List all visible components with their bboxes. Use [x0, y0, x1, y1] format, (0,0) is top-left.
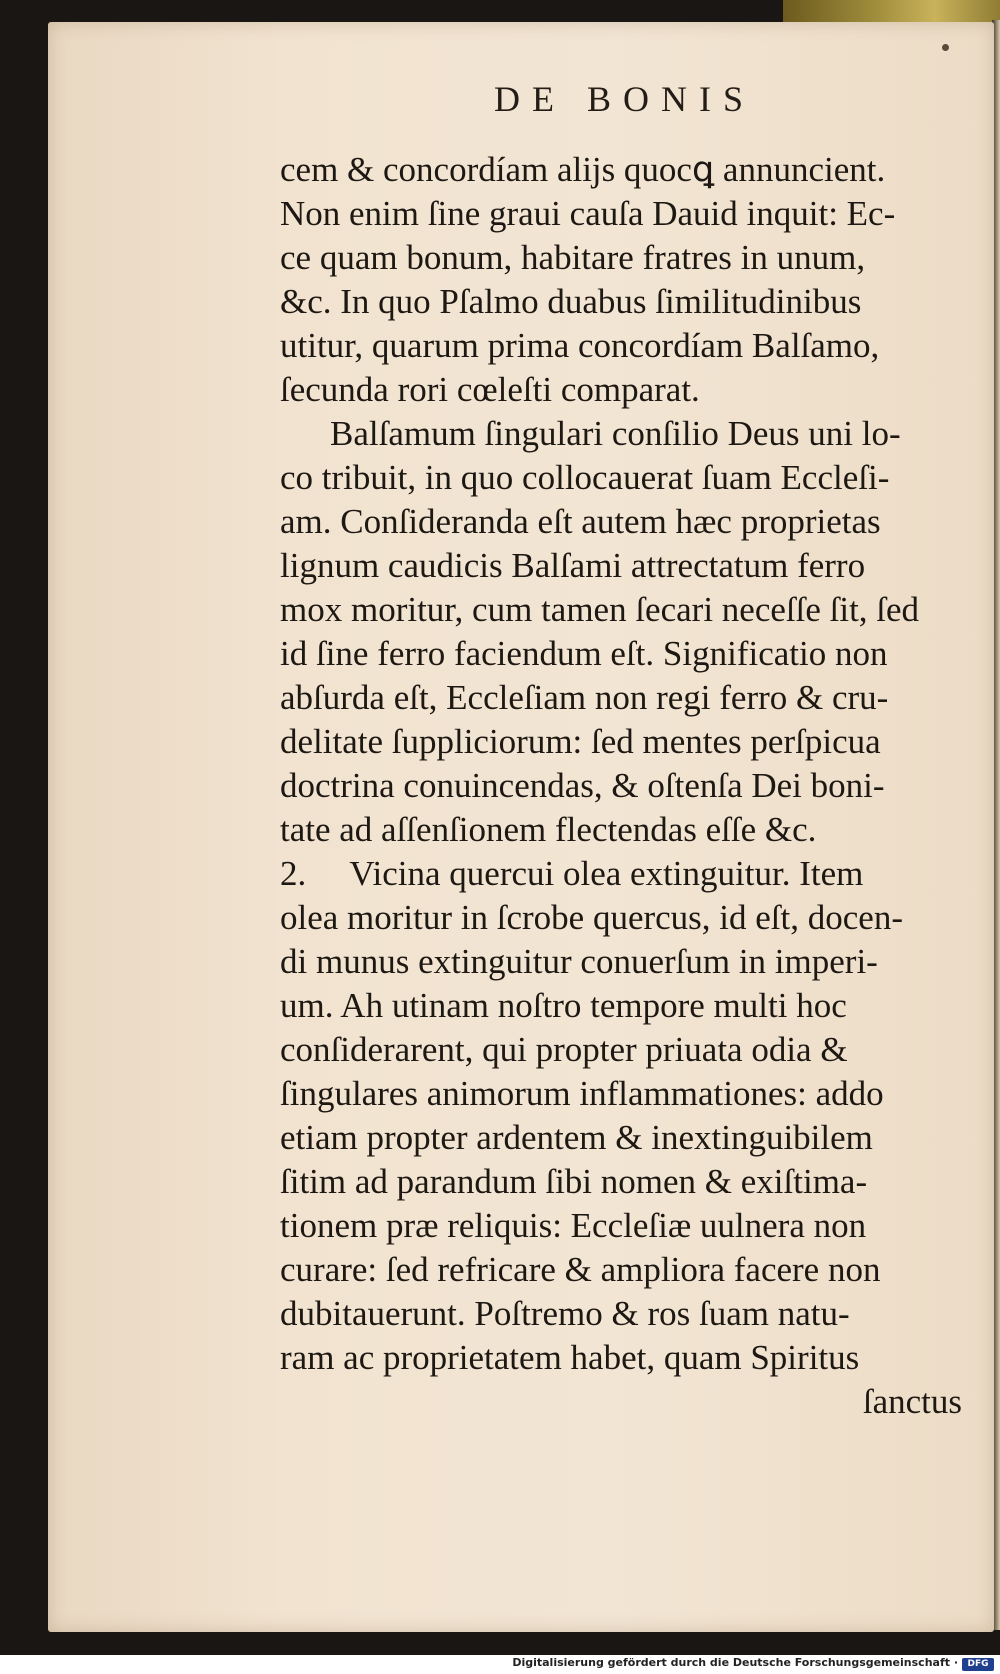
text-line: dubitauerunt. Poſtremo & ros ſuam natu- — [280, 1294, 850, 1333]
text-line: lignum caudicis Balſami attrectatum ferro — [280, 546, 866, 585]
text-line: Non enim ſine graui cauſa Dauid inquit: Ec- — [280, 194, 896, 233]
footer-bar — [0, 1655, 1000, 1674]
running-head: DE BONIS — [494, 79, 756, 119]
page-text — [280, 148, 970, 1424]
text-line: co tribuit, in quo collocauerat ſuam Eccleſi- — [280, 458, 890, 497]
text-line: Balſamum ſingulari conſilio Deus uni lo- — [330, 414, 901, 453]
text-line: 2. Vicina quercui olea extinguitur. Item — [280, 854, 864, 893]
text-line: etiam propter ardentem & inextinguibilem — [280, 1118, 873, 1157]
dfg-logo-text: DFG — [967, 1659, 989, 1669]
text-line: ſingulares animorum inflammationes: addo — [280, 1074, 884, 1113]
text-line: ſitim ad parandum ſibi nomen & exiſtima- — [280, 1162, 868, 1201]
text-line: utitur, quarum prima concordíam Balſamo, — [280, 326, 880, 365]
text-line: ram ac proprietatem habet, quam Spiritus — [280, 1338, 860, 1377]
text-line: delitate ſuppliciorum: ſed mentes perſpicua — [280, 722, 881, 761]
text-line: mox moritur, cum tamen ſecari neceſſe ſit, ſed — [280, 590, 920, 629]
dfg-logo-icon — [962, 1658, 994, 1671]
text-line: di munus extinguitur conuerſum in imperi- — [280, 942, 878, 981]
text-line: olea moritur in ſcrobe quercus, id eſt, docen- — [280, 898, 903, 937]
text-line: abſurda eſt, Eccleſiam non regi ferro & cru- — [280, 678, 889, 717]
text-line: ſecunda rori cœleſti comparat. — [280, 370, 700, 409]
text-line: ce quam bonum, habitare fratres in unum, — [280, 238, 866, 277]
text-line: curare: ſed refricare & ampliora facere non — [280, 1250, 881, 1289]
ink-mark — [942, 44, 949, 51]
text-line: am. Conſideranda eſt autem hæc proprietas — [280, 502, 881, 541]
catchword: ſanctus — [862, 1382, 962, 1421]
text-line: tate ad aſſenſionem flectendas eſſe &c. — [280, 810, 817, 849]
text-line: id ſine ferro faciendum eſt. Significatio non — [280, 634, 888, 673]
text-line: conſiderarent, qui propter priuata odia & — [280, 1030, 848, 1069]
text-line: &c. In quo Pſalmo duabus ſimilitudinibus — [280, 282, 862, 321]
funding-credit: Digitalisierung gefördert durch die Deutsche Forschungsgemeinschaft · — [512, 1656, 958, 1669]
text-line: tionem præ reliquis: Eccleſiæ uulnera non — [280, 1206, 867, 1245]
text-line: cem & concordíam alĳs quocꝗ annuncient. — [280, 150, 886, 189]
text-line: um. Ah utinam noſtro tempore multi hoc — [280, 986, 847, 1025]
text-line: doctrina conuincendas, & oſtenſa Dei boni- — [280, 766, 885, 805]
